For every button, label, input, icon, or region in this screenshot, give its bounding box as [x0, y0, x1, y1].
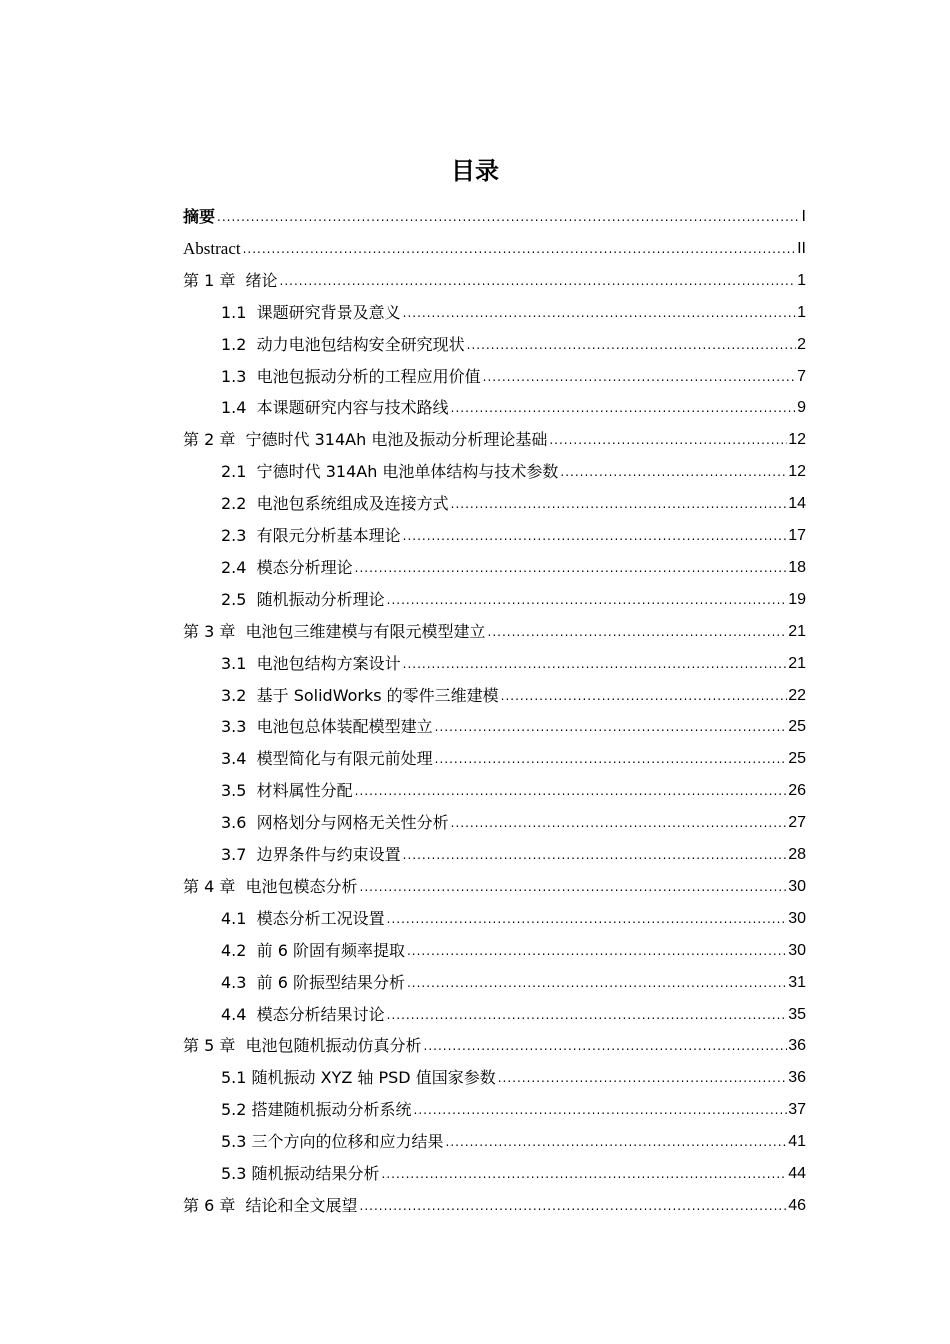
dot-leader	[403, 655, 788, 673]
dot-leader	[435, 718, 788, 736]
dot-leader	[387, 910, 788, 928]
dot-leader	[360, 1197, 788, 1215]
toc-entry-label: 1.3 电池包振动分析的工程应用价值	[221, 366, 481, 386]
toc-entry-label: 3.1 电池包结构方案设计	[221, 653, 401, 673]
toc-entry-label: 4.1 模态分析工况设置	[221, 908, 385, 928]
toc-entry-page-number: 36	[788, 1037, 806, 1055]
toc-entry[interactable]	[183, 870, 806, 898]
toc-entry[interactable]	[183, 200, 806, 228]
toc-entry-page-number: 21	[788, 654, 806, 672]
toc-entry[interactable]	[221, 1093, 806, 1121]
toc-entry-page-number: 1	[797, 303, 806, 321]
toc-entry-label: 3.4 模型简化与有限元前处理	[221, 749, 433, 769]
toc-entry-label: 第 6 章 结论和全文展望	[183, 1195, 358, 1215]
dot-leader	[424, 1037, 788, 1055]
toc-entry-label: 摘要	[183, 207, 216, 226]
toc-entry-page-number: 35	[788, 1005, 806, 1023]
toc-entry[interactable]	[183, 423, 806, 451]
toc-entry[interactable]	[221, 328, 806, 356]
toc-entry[interactable]	[221, 1157, 806, 1185]
dot-leader	[407, 974, 787, 992]
toc-entry-label: 2.2 电池包系统组成及连接方式	[221, 494, 449, 514]
toc-entry-page-number: 41	[788, 1133, 806, 1151]
dot-leader	[488, 623, 788, 641]
dot-leader	[560, 463, 787, 481]
toc-entry-label: 3.7 边界条件与约束设置	[221, 845, 401, 864]
dot-leader	[355, 782, 788, 800]
toc-entry-page-number: 37	[788, 1101, 806, 1119]
toc-entry-page-number: 44	[788, 1165, 806, 1182]
toc-entry[interactable]	[183, 264, 806, 292]
toc-entry-label: 1.4 本课题研究内容与技术路线	[221, 398, 449, 418]
toc-entry-page-number: 25	[788, 718, 806, 736]
dot-leader	[446, 1133, 788, 1151]
toc-entry-page-number: 12	[788, 431, 806, 449]
toc-entry[interactable]	[221, 710, 806, 738]
toc-entry-label: 3.5 材料属性分配	[221, 781, 353, 801]
dot-leader	[549, 431, 787, 449]
dot-leader	[403, 846, 788, 864]
toc-entry-label: 2.1 宁德时代 314Ah 电池单体结构与技术参数	[221, 462, 559, 482]
toc-entry-page-number: 19	[788, 590, 806, 608]
toc-entry-page-number: 31	[788, 973, 806, 991]
toc-entry-label: Abstract	[183, 238, 241, 258]
toc-entry-label: 第 2 章 宁德时代 314Ah 电池及振动分析理论基础	[183, 430, 548, 450]
toc-entry-label: 4.2 前 6 阶固有频率提取	[221, 940, 405, 960]
toc-entry-label: 1.2 动力电池包结构安全研究现状	[221, 334, 465, 354]
dot-leader	[403, 304, 796, 322]
toc-entry[interactable]	[183, 615, 806, 643]
toc-entry-page-number: 1	[797, 271, 806, 289]
toc-entry-page-number: 7	[797, 367, 806, 385]
toc-entry-page-number: 2	[797, 335, 806, 353]
dot-leader	[243, 240, 797, 258]
dot-leader	[467, 336, 796, 354]
toc-entry-label: 5.3 三个方向的位移和应力结果	[221, 1132, 444, 1152]
toc-entry[interactable]	[183, 1029, 806, 1057]
toc-entry[interactable]	[221, 774, 806, 802]
dot-leader	[217, 208, 801, 226]
toc-entry-page-number: I	[801, 208, 806, 225]
toc-entry-page-number: 14	[788, 495, 806, 513]
dot-leader	[407, 942, 787, 960]
toc-entry[interactable]	[221, 455, 806, 483]
toc-entry-page-number: 36	[788, 1069, 806, 1087]
toc-entry-page-number: 22	[788, 686, 806, 704]
toc-entry-label: 5.2 搭建随机振动分析系统	[221, 1100, 412, 1120]
toc-entry[interactable]	[221, 966, 806, 994]
toc-entry[interactable]	[221, 1061, 806, 1089]
toc-entry[interactable]	[221, 519, 806, 547]
toc-entry[interactable]	[183, 1189, 806, 1217]
dot-leader	[360, 878, 788, 896]
toc-entry[interactable]	[221, 742, 806, 770]
toc-entry-page-number: 9	[797, 399, 806, 417]
toc-entry-label: 4.3 前 6 阶振型结果分析	[221, 972, 405, 992]
toc-entry[interactable]	[221, 296, 806, 324]
toc-entry-page-number: 30	[788, 941, 806, 959]
toc-entry[interactable]	[183, 232, 806, 260]
toc-entry-label: 5.1 随机振动 XYZ 轴 PSD 值国家参数	[221, 1068, 496, 1088]
dot-leader	[435, 750, 788, 768]
dot-leader	[355, 559, 788, 577]
dot-leader	[451, 814, 788, 832]
dot-leader	[414, 1101, 788, 1119]
toc-entry[interactable]	[221, 934, 806, 962]
dot-leader	[501, 687, 788, 705]
toc-entry[interactable]	[221, 583, 806, 611]
toc-entry-label: 2.4 模态分析理论	[221, 557, 353, 577]
toc-entry-label: 第 3 章 电池包三维建模与有限元模型建立	[183, 621, 486, 641]
toc-entry-page-number: 30	[788, 909, 806, 927]
toc-entry-page-number: 27	[788, 814, 806, 832]
toc-entry-label: 1.1 课题研究背景及意义	[221, 302, 401, 322]
dot-leader	[382, 1165, 788, 1183]
toc-entry-label: 第 5 章 电池包随机振动仿真分析	[183, 1036, 422, 1056]
toc-entry-label: 4.4 模态分析结果讨论	[221, 1004, 385, 1024]
toc-entry-page-number: 18	[788, 558, 806, 576]
toc-entry[interactable]	[221, 391, 806, 419]
toc-entry-label: 第 4 章 电池包模态分析	[183, 876, 358, 896]
toc-entry-label: 2.5 随机振动分析理论	[221, 589, 385, 609]
dot-leader	[451, 399, 796, 417]
toc-entry[interactable]	[221, 360, 806, 388]
toc-entry-page-number: 26	[788, 782, 806, 800]
toc-entry-label: 3.2 基于 SolidWorks 的零件三维建模	[221, 685, 499, 705]
dot-leader	[387, 591, 788, 609]
toc-entry-page-number: 46	[788, 1196, 806, 1214]
toc-entry[interactable]	[221, 487, 806, 515]
toc-entry-page-number: 12	[788, 463, 806, 481]
toc-entry[interactable]	[221, 998, 806, 1026]
page-title: 目录	[451, 157, 499, 185]
toc-entry[interactable]	[221, 806, 806, 834]
dot-leader	[403, 527, 788, 545]
toc-entry-page-number: 30	[788, 877, 806, 895]
toc-entry[interactable]	[221, 551, 806, 579]
toc-entry-label: 第 1 章 绪论	[183, 270, 278, 290]
toc-entry-label: 3.3 电池包总体装配模型建立	[221, 717, 433, 737]
toc-entry-page-number: 28	[788, 846, 806, 863]
toc-entry-page-number: 17	[788, 527, 806, 544]
toc-entry[interactable]	[221, 838, 806, 866]
toc-entry[interactable]	[221, 647, 806, 675]
toc-entry-label: 2.3 有限元分析基本理论	[221, 526, 401, 545]
toc-entry[interactable]	[221, 902, 806, 930]
toc-entry[interactable]	[221, 1125, 806, 1153]
dot-leader	[387, 1006, 788, 1024]
dot-leader	[498, 1069, 788, 1087]
toc-entry-page-number: 25	[788, 750, 806, 768]
toc-entry-label: 3.6 网格划分与网格无关性分析	[221, 813, 449, 833]
toc-entry-label: 5.3 随机振动结果分析	[221, 1164, 380, 1183]
toc-entry[interactable]	[221, 679, 806, 707]
toc-entry-page-number: 21	[788, 622, 806, 640]
dot-leader	[451, 495, 788, 513]
dot-leader	[280, 272, 797, 290]
toc-entry-page-number: II	[797, 239, 806, 257]
dot-leader	[483, 368, 796, 386]
